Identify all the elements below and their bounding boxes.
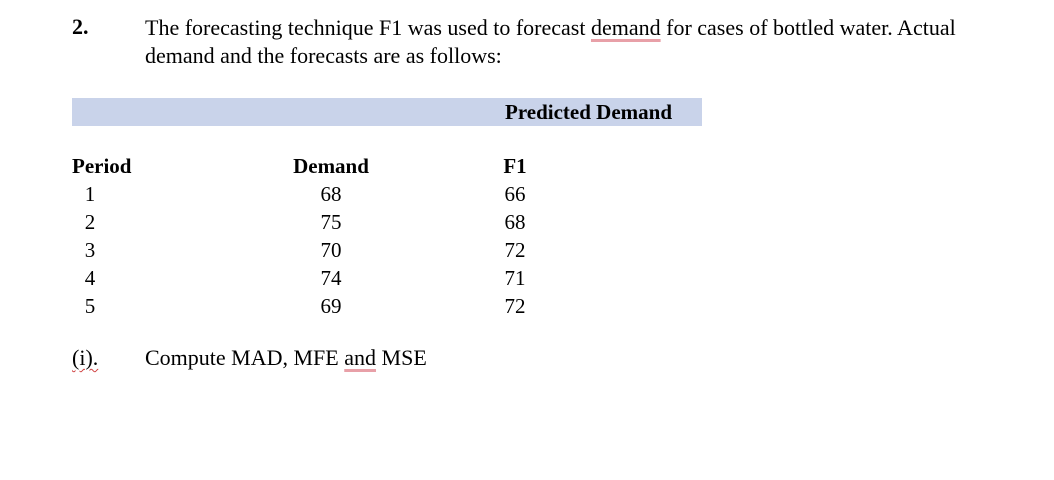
subquestion-text-part-1: Compute MAD, MFE [145, 345, 345, 370]
f1-header: F1 [503, 154, 527, 178]
period-cell: 4 [84, 266, 96, 290]
grammar-marked-word: demand [590, 15, 661, 40]
demand-cell: 69 [320, 294, 342, 318]
f1-cell: 71 [504, 266, 526, 290]
f1-cell: 66 [504, 182, 526, 206]
period-cell: 3 [84, 238, 96, 262]
grammar-marked-word: and [344, 345, 377, 370]
f1-column [500, 152, 530, 320]
period-header: Period [72, 154, 132, 178]
question-number: 2. [72, 14, 89, 39]
question-text [145, 14, 1025, 70]
period-column [72, 152, 138, 320]
period-cell: 2 [84, 210, 96, 234]
subquestion-number: (i). [72, 345, 99, 370]
predicted-demand-label: Predicted Demand [505, 100, 673, 124]
f1-cell: 68 [504, 210, 526, 234]
period-cell: 1 [84, 182, 96, 206]
demand-cell: 74 [320, 266, 342, 290]
demand-cell: 70 [320, 238, 342, 262]
period-cell: 5 [84, 294, 96, 318]
subquestion-text [145, 345, 427, 371]
demand-header: Demand [293, 154, 369, 178]
demand-column [286, 152, 376, 320]
demand-cell: 75 [320, 210, 342, 234]
f1-cell: 72 [504, 238, 526, 262]
subquestion-text-part-2: MSE [376, 345, 427, 370]
question-text-part-2: for cases of bottled water. Actual demand and the forecasts are as follows: [145, 15, 956, 68]
demand-cell: 68 [320, 182, 342, 206]
question-text-part-1: The forecasting technique F1 was used to forecast [145, 15, 591, 40]
f1-cell: 72 [504, 294, 526, 318]
